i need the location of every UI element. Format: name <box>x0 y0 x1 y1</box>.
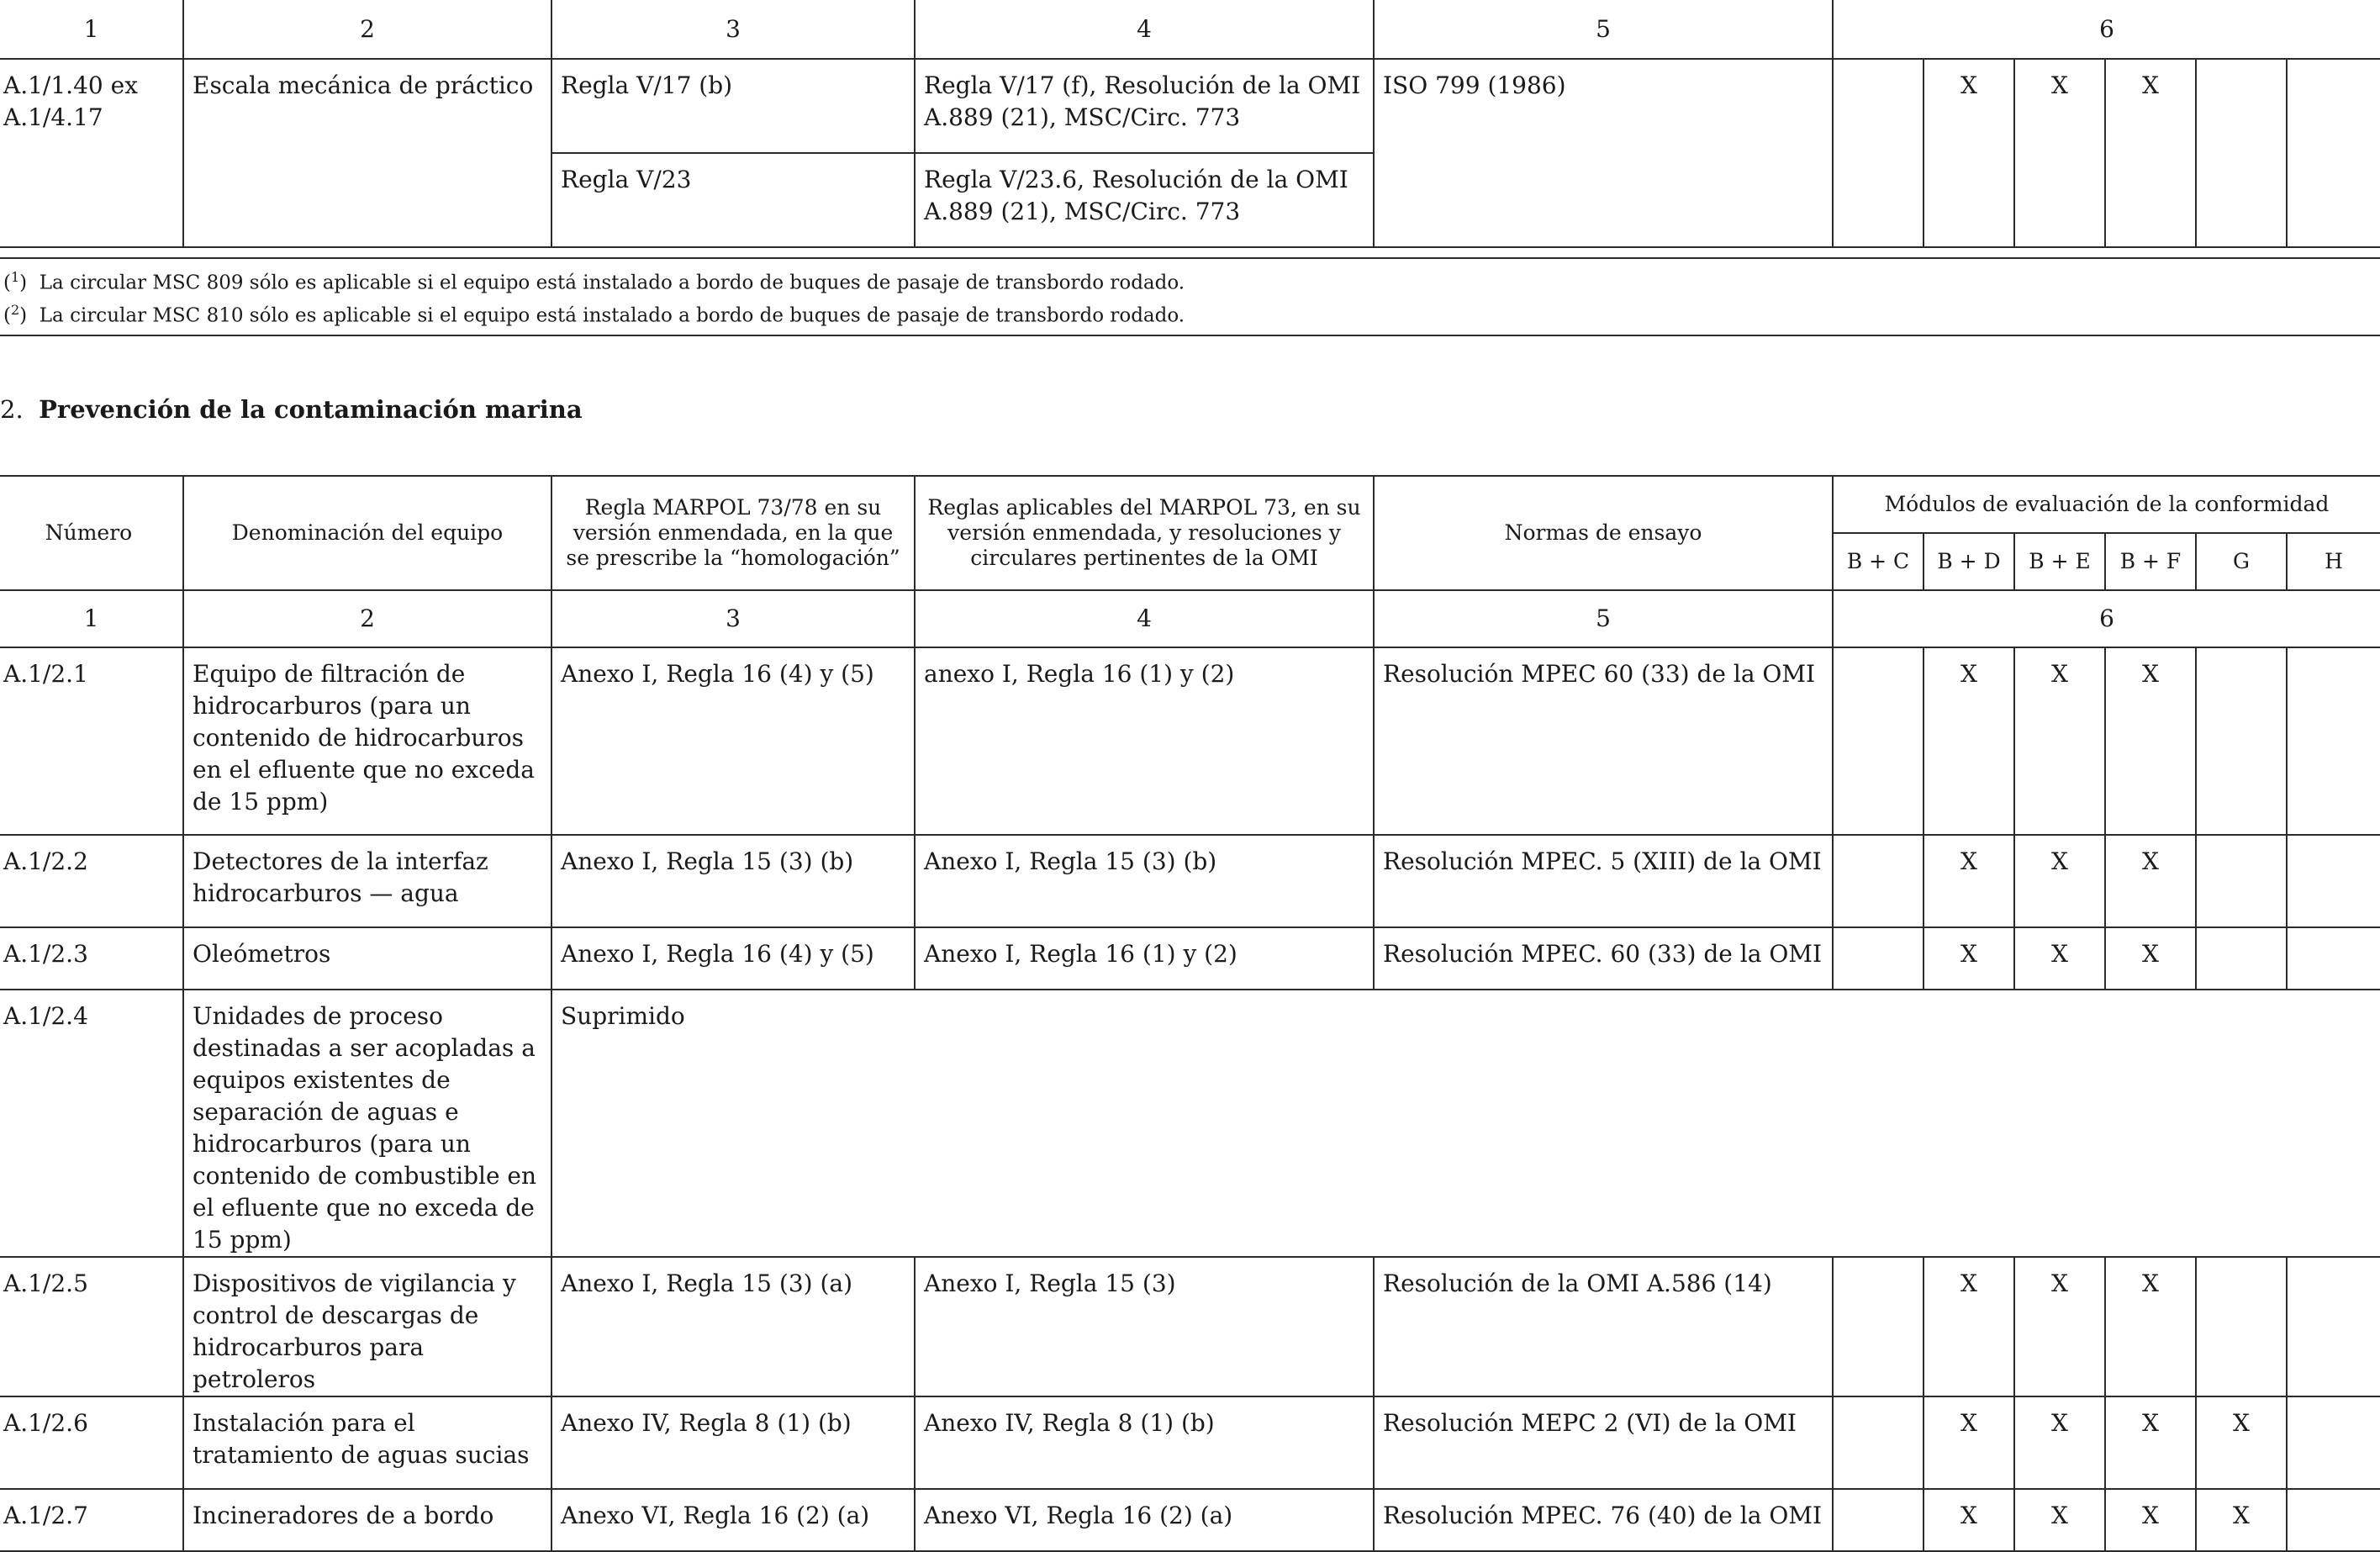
module-mark: X <box>2014 1489 2105 1551</box>
section-heading <box>0 395 583 424</box>
module-mark: X <box>2105 59 2196 247</box>
module-mark <box>2287 1489 2380 1551</box>
module-column: B + C <box>1833 533 1924 590</box>
footnote: ($^2$) La circular MSC 810 sólo es aplicable si el equipo está instalado a bordo de buques de pasaje de transbordo rodado. <box>3 301 1185 327</box>
equipment-name: Escala mecánica de práctico <box>183 59 551 247</box>
module-mark <box>2287 835 2380 927</box>
column-number: 1 <box>0 590 183 647</box>
applicable-rules: Anexo I, Regla 15 (3) (b) <box>915 835 1374 927</box>
module-mark: X <box>2196 1489 2287 1551</box>
section-title: Prevención de la contaminación marina <box>39 395 583 424</box>
test-standard: ISO 799 (1986) <box>1374 59 1833 247</box>
equipment-number: A.1/2.1 <box>0 647 183 835</box>
column-number: 2 <box>183 590 551 647</box>
column-number: 4 <box>915 0 1374 59</box>
footnote-mark: 2 <box>10 301 20 318</box>
approval-rule: Anexo I, Regla 15 (3) (a) <box>551 1257 915 1396</box>
module-column: G <box>2196 533 2287 590</box>
applicable-rules: Anexo IV, Regla 8 (1) (b) <box>915 1396 1374 1489</box>
equipment-name: Equipo de filtración de hidrocarburos (para un contenido de hidrocarburos en el efluente que no exceda de 15 ppm) <box>183 647 551 835</box>
module-mark: X <box>2014 1257 2105 1396</box>
column-number-row <box>0 590 2380 647</box>
header-rule: Regla MARPOL 73/78 en su versión enmendada, en la que se prescribe la “homologación” <box>551 476 915 590</box>
module-mark: X <box>2105 647 2196 835</box>
module-mark: X <box>1924 1396 2014 1489</box>
module-mark <box>2196 59 2287 247</box>
equipment-number: A.1/2.7 <box>0 1489 183 1551</box>
column-number: 5 <box>1374 0 1833 59</box>
test-standard: Resolución MPEC. 5 (XIII) de la OMI <box>1374 835 1833 927</box>
module-mark <box>2287 647 2380 835</box>
approval-rule: Anexo I, Regla 16 (4) y (5) <box>551 927 915 990</box>
continuation-table <box>0 0 2380 248</box>
footnote-text: La circular MSC 809 sólo es aplicable si el equipo está instalado a bordo de buques de pasaje de transbordo rodado. <box>39 272 1185 294</box>
module-mark <box>1833 927 1924 990</box>
column-number: 3 <box>551 590 915 647</box>
equipment-table <box>0 475 2380 1552</box>
section-number: 2. <box>0 395 24 424</box>
column-number-row <box>0 0 2380 59</box>
module-mark: X <box>2105 1257 2196 1396</box>
equipment-number: A.1/2.3 <box>0 927 183 990</box>
module-mark: X <box>1924 927 2014 990</box>
module-mark: X <box>2014 927 2105 990</box>
module-mark <box>1833 1489 1924 1551</box>
module-mark <box>1833 1396 1924 1489</box>
column-number: 5 <box>1374 590 1833 647</box>
deleted-note: Suprimido <box>551 990 2380 1257</box>
module-mark <box>1833 59 1924 247</box>
module-mark <box>1833 1257 1924 1396</box>
equipment-number: A.1/2.6 <box>0 1396 183 1489</box>
footnote-mark: 1 <box>10 269 20 285</box>
test-standard: Resolución MEPC 2 (VI) de la OMI <box>1374 1396 1833 1489</box>
equipment-number: A.1/2.5 <box>0 1257 183 1396</box>
test-standard: Resolución de la OMI A.586 (14) <box>1374 1257 1833 1396</box>
column-number: 4 <box>915 590 1374 647</box>
module-mark <box>2287 1257 2380 1396</box>
header-applicable: Reglas aplicables del MARPOL 73, en su versión enmendada, y resoluciones y circulares pertinentes de la OMI <box>915 476 1374 590</box>
module-mark: X <box>2014 647 2105 835</box>
column-number: 6 <box>1833 0 2380 59</box>
table-row <box>0 1489 2380 1551</box>
column-number: 6 <box>1833 590 2380 647</box>
module-mark: X <box>1924 647 2014 835</box>
approval-rule: Anexo I, Regla 16 (4) y (5) <box>551 647 915 835</box>
equipment-number: A.1/2.2 <box>0 835 183 927</box>
module-mark: X <box>1924 835 2014 927</box>
module-mark <box>1833 835 1924 927</box>
module-mark: X <box>2105 1396 2196 1489</box>
table-row <box>0 647 2380 835</box>
header-number: Número <box>0 476 183 590</box>
applicable-rules: anexo I, Regla 16 (1) y (2) <box>915 647 1374 835</box>
footnote: ($^1$) La circular MSC 809 sólo es aplicable si el equipo está instalado a bordo de buques de pasaje de transbordo rodado. <box>3 269 1185 294</box>
applicable-rules: Anexo VI, Regla 16 (2) (a) <box>915 1489 1374 1551</box>
footnote-text: La circular MSC 810 sólo es aplicable si el equipo está instalado a bordo de buques de pasaje de transbordo rodado. <box>39 304 1185 327</box>
equipment-number: A.1/2.4 <box>0 990 183 1257</box>
module-mark <box>2196 647 2287 835</box>
table-row <box>0 1257 2380 1396</box>
module-mark: X <box>1924 1257 2014 1396</box>
module-mark: X <box>1924 1489 2014 1551</box>
applicable-rules: Regla V/17 (f), Resolución de la OMI A.889 (21), MSC/Circ. 773 <box>915 59 1374 153</box>
module-mark <box>1833 647 1924 835</box>
module-mark <box>2287 927 2380 990</box>
header-standards: Normas de ensayo <box>1374 476 1833 590</box>
test-standard: Resolución MPEC 60 (33) de la OMI <box>1374 647 1833 835</box>
table-row <box>0 59 2380 153</box>
equipment-number: A.1/1.40 ex A.1/4.17 <box>0 59 183 247</box>
module-mark: X <box>1924 59 2014 247</box>
approval-rule: Regla V/17 (b) <box>551 59 915 153</box>
header-modules: Módulos de evaluación de la conformidad <box>1833 476 2380 533</box>
module-mark: X <box>2105 927 2196 990</box>
module-mark: X <box>2196 1396 2287 1489</box>
equipment-name: Oleómetros <box>183 927 551 990</box>
module-column: B + F <box>2105 533 2196 590</box>
column-number: 3 <box>551 0 915 59</box>
module-column: H <box>2287 533 2380 590</box>
table-row <box>0 1396 2380 1489</box>
approval-rule: Anexo I, Regla 15 (3) (b) <box>551 835 915 927</box>
module-column: B + D <box>1924 533 2014 590</box>
module-mark <box>2287 59 2380 247</box>
equipment-name: Instalación para el tratamiento de aguas sucias <box>183 1396 551 1489</box>
header-row <box>0 476 2380 533</box>
approval-rule: Regla V/23 <box>551 153 915 247</box>
column-number: 1 <box>0 0 183 59</box>
test-standard: Resolución MPEC. 76 (40) de la OMI <box>1374 1489 1833 1551</box>
equipment-name: Dispositivos de vigilancia y control de descargas de hidrocarburos para petroleros <box>183 1257 551 1396</box>
footnotes <box>0 257 2380 336</box>
approval-rule: Anexo IV, Regla 8 (1) (b) <box>551 1396 915 1489</box>
module-mark: X <box>2105 1489 2196 1551</box>
module-mark <box>2287 1396 2380 1489</box>
module-column: B + E <box>2014 533 2105 590</box>
module-mark <box>2196 835 2287 927</box>
module-mark: X <box>2014 835 2105 927</box>
module-mark <box>2196 927 2287 990</box>
approval-rule: Anexo VI, Regla 16 (2) (a) <box>551 1489 915 1551</box>
equipment-name: Incineradores de a bordo <box>183 1489 551 1551</box>
applicable-rules: Regla V/23.6, Resolución de la OMI A.889 (21), MSC/Circ. 773 <box>915 153 1374 247</box>
module-mark: X <box>2014 59 2105 247</box>
module-mark: X <box>2014 1396 2105 1489</box>
module-mark <box>2196 1257 2287 1396</box>
table-row <box>0 990 2380 1257</box>
module-mark: X <box>2105 835 2196 927</box>
table-row <box>0 835 2380 927</box>
header-name: Denominación del equipo <box>183 476 551 590</box>
column-number: 2 <box>183 0 551 59</box>
test-standard: Resolución MPEC. 60 (33) de la OMI <box>1374 927 1833 990</box>
equipment-name: Unidades de proceso destinadas a ser acopladas a equipos existentes de separación de aguas e hidrocarburos (para un contenido de combustible en el efluente que no exceda de 15 ppm) <box>183 990 551 1257</box>
applicable-rules: Anexo I, Regla 16 (1) y (2) <box>915 927 1374 990</box>
equipment-name: Detectores de la interfaz hidrocarburos — agua <box>183 835 551 927</box>
table-row <box>0 927 2380 990</box>
applicable-rules: Anexo I, Regla 15 (3) <box>915 1257 1374 1396</box>
